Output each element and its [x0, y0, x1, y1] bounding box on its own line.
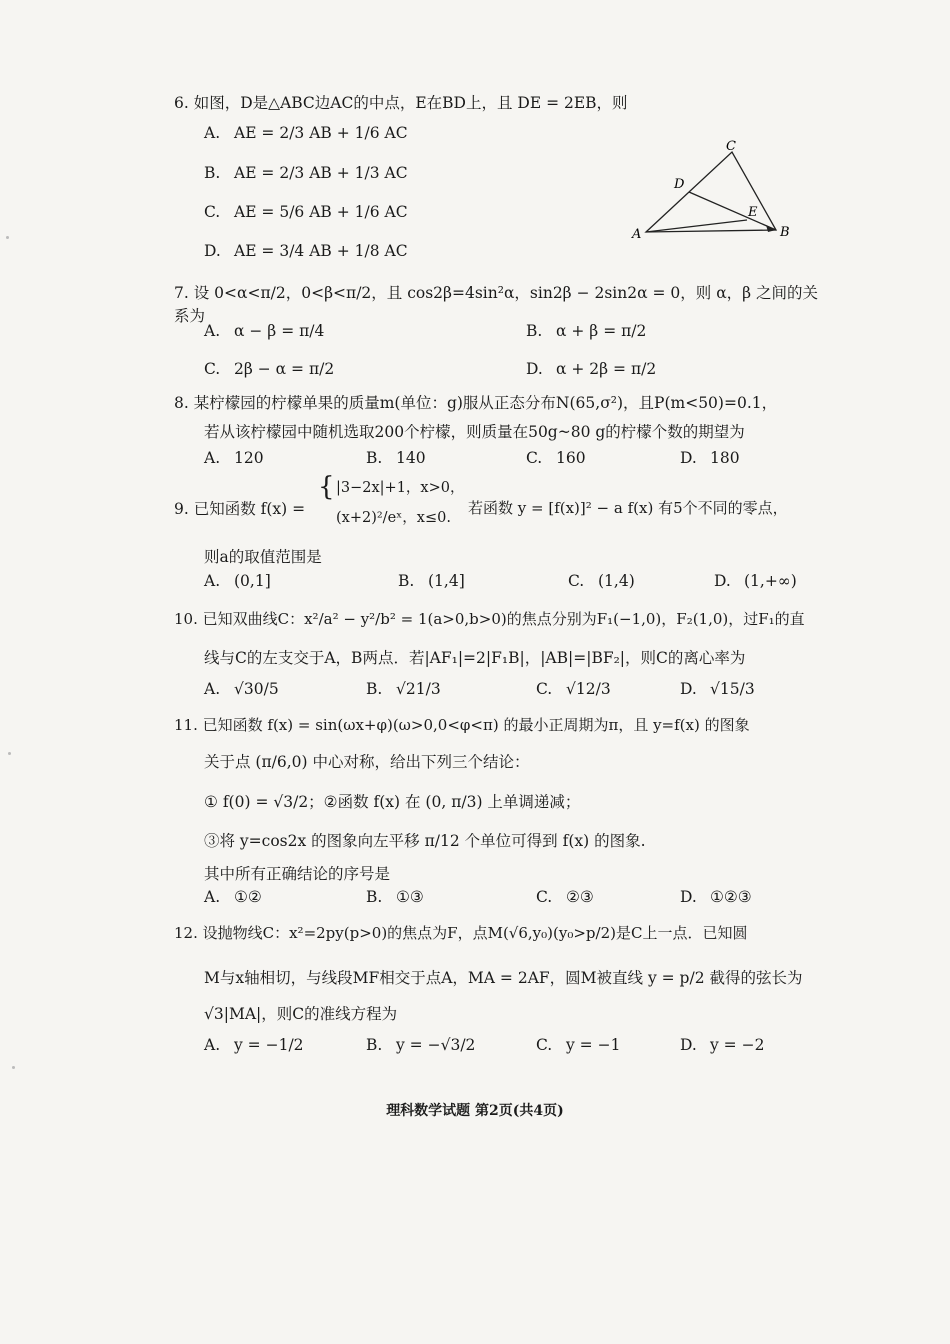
q9-option-b[interactable]	[398, 572, 465, 590]
option-text: AE = 5/6 AB + 1/6 AC	[234, 203, 408, 221]
option-text: α + 2β = π/2	[556, 360, 657, 378]
option-label: A.	[204, 449, 221, 467]
q11-stem-line1: 11. 已知函数 f(x) = sin(ωx+φ)(ω>0,0<φ<π) 的最小正周期为π，且 y=f(x) 的图象	[174, 716, 750, 734]
triangle-figure	[620, 136, 800, 246]
option-text: (1,+∞)	[744, 572, 797, 590]
q11-stem-line4: ③将 y=cos2x 的图象向左平移 π/12 个单位可得到 f(x) 的图象.	[204, 832, 646, 850]
q11-stem-line2: 关于点 (π/6,0) 中心对称，给出下列三个结论：	[204, 753, 530, 771]
q9-stem-line2: 则a的取值范围是	[204, 548, 322, 566]
q8-option-a[interactable]	[204, 449, 264, 467]
q12-option-b[interactable]	[366, 1036, 475, 1054]
q6-option-d[interactable]	[204, 242, 408, 260]
q12-stem-line1: 12. 设抛物线C：x²=2py(p>0)的焦点为F，点M(√6,y₀)(y₀>p/2)是C上一点．已知圆	[174, 924, 748, 942]
q6-stem: 6. 如图，D是△ABC边AC的中点，E在BD上，且 DE = 2EB，则	[174, 94, 628, 112]
option-text: ①③	[396, 888, 424, 906]
option-label: B.	[398, 572, 415, 590]
option-label: D.	[680, 680, 697, 698]
option-label: A.	[204, 572, 221, 590]
q9-stem-pre: 9. 已知函数 f(x) =	[174, 500, 306, 518]
option-label: B.	[366, 680, 383, 698]
label-b: B	[780, 225, 790, 240]
option-label: B.	[526, 322, 543, 340]
q11-stem-line5: 其中所有正确结论的序号是	[204, 865, 391, 883]
option-text: √21/3	[396, 680, 441, 698]
option-text: ①②	[234, 888, 262, 906]
q7-option-b[interactable]	[526, 322, 646, 340]
q11-stem-line3: ① f(0) = √3/2；②函数 f(x) 在 (0, π/3) 上单调递减；	[204, 793, 581, 811]
q11-option-c[interactable]	[536, 888, 594, 906]
option-label: A.	[204, 322, 221, 340]
option-label: C.	[536, 888, 553, 906]
q8-stem-line2: 若从该柠檬园中随机选取200个柠檬，则质量在50g~80 g的柠檬个数的期望为	[204, 423, 745, 441]
q7-stem: 7. 设 0<α<π/2，0<β<π/2，且 cos2β=4sin²α，sin2β − 2sin2α = 0，则 α，β 之间的关系为	[174, 284, 819, 326]
q12-option-d[interactable]	[680, 1036, 764, 1054]
option-text: √12/3	[566, 680, 611, 698]
q9-stem-post: 若函数 y = [f(x)]² − a f(x) 有5个不同的零点，	[468, 499, 788, 517]
option-text: y = −2	[710, 1036, 765, 1054]
q12-stem-line2: M与x轴相切，与线段MF相交于点A，MA = 2AF，圆M被直线 y = p/2 截得的弦长为	[204, 969, 803, 987]
scan-speck	[8, 752, 11, 755]
option-text: ②③	[566, 888, 594, 906]
option-text: y = −1	[566, 1036, 621, 1054]
q8-option-c[interactable]	[526, 449, 586, 467]
option-label: A.	[204, 888, 221, 906]
option-label: C.	[204, 203, 221, 221]
q11-option-d[interactable]	[680, 888, 752, 906]
option-text: 180	[710, 449, 740, 467]
option-text: AE = 2/3 AB + 1/6 AC	[234, 124, 408, 142]
option-text: (1,4]	[428, 572, 465, 590]
q6-option-c[interactable]	[204, 203, 408, 221]
option-text: (0,1]	[234, 572, 271, 590]
q12-option-a[interactable]	[204, 1036, 304, 1054]
q12-option-c[interactable]	[536, 1036, 620, 1054]
q9-option-c[interactable]	[568, 572, 635, 590]
brace-icon: {	[318, 472, 335, 502]
option-label: B.	[366, 888, 383, 906]
q6-option-a[interactable]	[204, 124, 408, 142]
q6-option-b[interactable]	[204, 164, 408, 182]
q10-stem-line2: 线与C的左支交于A，B两点．若|AF₁|=2|F₁B|，|AB|=|BF₂|，则C的离心率为	[204, 649, 746, 667]
page-footer: 理科数学试题 第2页(共4页)	[386, 1103, 564, 1119]
option-text: √30/5	[234, 680, 279, 698]
option-text: α + β = π/2	[556, 322, 647, 340]
option-label: B.	[366, 1036, 383, 1054]
option-label: D.	[680, 449, 697, 467]
option-text: (1,4)	[598, 572, 635, 590]
q11-option-a[interactable]	[204, 888, 262, 906]
option-text: √15/3	[710, 680, 755, 698]
option-text: AE = 3/4 AB + 1/8 AC	[234, 242, 408, 260]
q10-option-c[interactable]	[536, 680, 611, 698]
q10-option-d[interactable]	[680, 680, 755, 698]
label-e: E	[748, 205, 758, 220]
option-label: C.	[526, 449, 543, 467]
option-label: C.	[536, 1036, 553, 1054]
option-text: AE = 2/3 AB + 1/3 AC	[234, 164, 408, 182]
q8-option-b[interactable]	[366, 449, 426, 467]
option-label: C.	[568, 572, 585, 590]
label-d: D	[674, 177, 685, 192]
option-text: 140	[396, 449, 426, 467]
option-label: C.	[536, 680, 553, 698]
q8-option-d[interactable]	[680, 449, 740, 467]
option-text: y = −1/2	[234, 1036, 304, 1054]
option-text: 120	[234, 449, 264, 467]
option-label: A.	[204, 1036, 221, 1054]
label-a: A	[632, 227, 642, 242]
q8-stem-line1: 8. 某柠檬园的柠檬单果的质量m(单位：g)服从正态分布N(65,σ²)，且P(m<50)=0.1，	[174, 394, 778, 412]
option-label: D.	[204, 242, 221, 260]
q11-option-b[interactable]	[366, 888, 424, 906]
option-label: D.	[526, 360, 543, 378]
option-label: A.	[204, 680, 221, 698]
option-label: D.	[714, 572, 731, 590]
option-text: ①②③	[710, 888, 752, 906]
option-label: A.	[204, 124, 221, 142]
scan-speck	[12, 1066, 15, 1069]
label-c: C	[726, 139, 736, 154]
q9-option-a[interactable]	[204, 572, 271, 590]
q9-option-d[interactable]	[714, 572, 797, 590]
option-label: D.	[680, 1036, 697, 1054]
q9-case1: |3−2x|+1，x>0，	[336, 480, 465, 496]
option-label: B.	[204, 164, 221, 182]
option-text: α − β = π/4	[234, 322, 325, 340]
q10-option-b[interactable]	[366, 680, 441, 698]
option-label: C.	[204, 360, 221, 378]
option-text: 160	[556, 449, 586, 467]
q12-stem-line3: √3|MA|，则C的准线方程为	[204, 1005, 398, 1023]
q9-case2: (x+2)²/eˣ，x≤0.	[336, 510, 451, 526]
q7-option-d[interactable]	[526, 360, 656, 378]
option-label: D.	[680, 888, 697, 906]
q10-stem-line1: 10. 已知双曲线C：x²/a² − y²/b² = 1(a>0,b>0)的焦点分别为F₁(−1,0)，F₂(1,0)，过F₁的直	[174, 610, 805, 628]
q7-option-c[interactable]	[204, 360, 334, 378]
option-text: y = −√3/2	[396, 1036, 476, 1054]
q10-option-a[interactable]	[204, 680, 279, 698]
scan-speck	[6, 236, 9, 239]
option-label: B.	[366, 449, 383, 467]
option-text: 2β − α = π/2	[234, 360, 335, 378]
q7-option-a[interactable]	[204, 322, 324, 340]
